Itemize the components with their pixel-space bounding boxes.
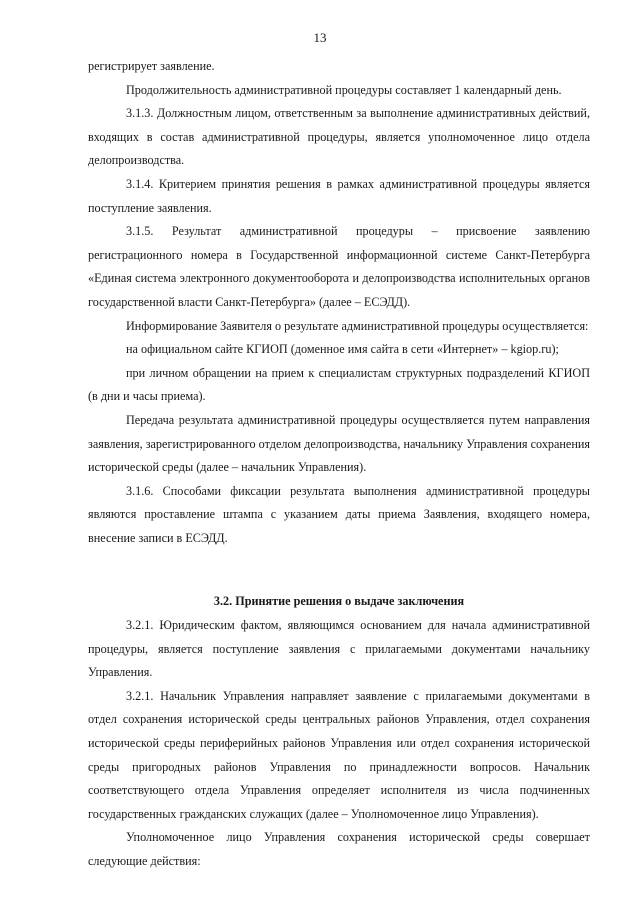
paragraph: 3.2.1. Юридическим фактом, являющимся основанием для начала административной процедуры, является поступление заявления с прилагаемыми документами начальнику Управления. bbox=[88, 618, 590, 680]
paragraph: Передача результата административной процедуры осуществляется путем направления заявления, зарегистрированного отделом делопроизводства, начальнику Управления сохранения исторической среды (далее – начальник Управления). bbox=[88, 412, 590, 475]
paragraph: при личном обращении на прием к специалистам структурных подразделений КГИОП (в дни и часы приема). bbox=[88, 365, 590, 404]
paragraph: 3.1.3. Должностным лицом, ответственным за выполнение административных действий, входящих в состав административной процедуры, является уполномоченное лицо отдела делопроизводства. bbox=[88, 106, 590, 168]
paragraph: Уполномоченное лицо Управления сохранения исторической среды совершает следующие действия: bbox=[88, 830, 590, 868]
paragraph: 3.2.1. Начальник Управления направляет заявление с прилагаемыми документами в отдел сохранения исторической среды центральных районов Управления, отдел сохранения исторической среды периферийных районов Управления или отдел сохранения исторической среды пригородных районов Управления по принадлежности вопросов. Начальник соответствующего отдела Управления определяет исполнителя из числа подчиненных государственных гражданских служащих (далее – Уполномоченное лицо Управления). bbox=[88, 688, 590, 821]
paragraph: регистрирует заявление. bbox=[88, 59, 215, 73]
section-heading: 3.2. Принятие решения о выдаче заключения bbox=[213, 594, 465, 609]
paragraph: Продолжительность административной процедуры составляет 1 календарный день. bbox=[126, 82, 562, 97]
paragraph: 3.1.6. Способами фиксации результата выполнения административной процедуры являются проставление штампа с указанием даты приема Заявления, входящего номера, внесение записи в ЕСЭДД. bbox=[88, 483, 590, 545]
paragraph: Информирование Заявителя о результате административной процедуры осуществляется: bbox=[126, 318, 589, 333]
paragraph: 3.1.4. Критерием принятия решения в рамках административной процедуры является поступление заявления. bbox=[88, 176, 590, 215]
paragraph: 3.1.5. Результат административной процедуры – присвоение заявлению регистрационного номера в Государственной информационной системе Санкт-Петербурга «Единая система электронного документооборота и делопроизводства исполнительных органов государственной власти Санкт-Петербурга» (далее – ЕСЭДД). bbox=[88, 224, 590, 309]
page-number: 13 bbox=[313, 30, 327, 45]
paragraph: на официальном сайте КГИОП (доменное имя сайта в сети «Интернет» – kgiop.ru); bbox=[126, 342, 559, 357]
document-body bbox=[88, 55, 590, 874]
